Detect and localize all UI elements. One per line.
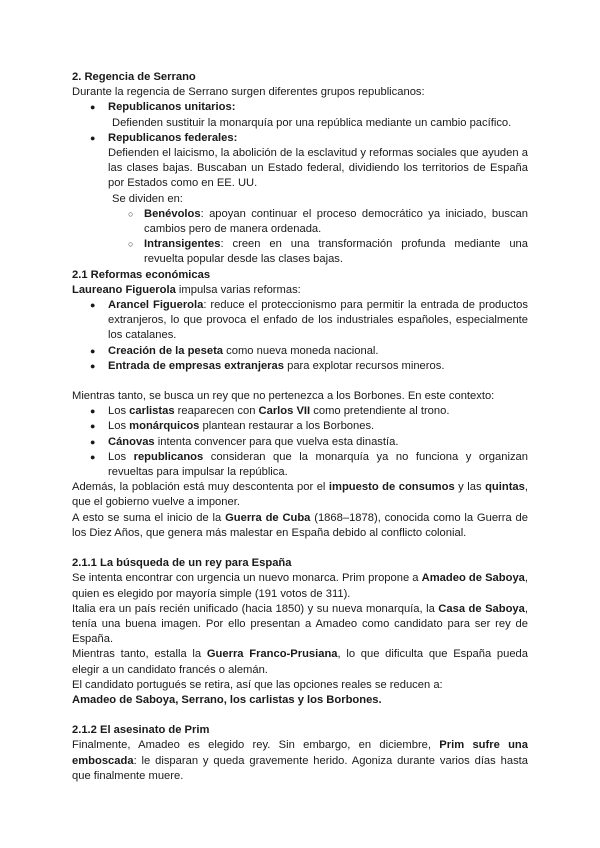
- item-text: intenta convencer para que vuelva esta dinastía.: [154, 435, 399, 448]
- item-text: para explotar recursos mineros.: [284, 359, 445, 372]
- list-item: [108, 435, 528, 450]
- document-page: [72, 70, 528, 784]
- paragraph-text: A esto se suma el inicio de la: [72, 511, 226, 524]
- item-text: plantean restaurar a los Borbones.: [199, 420, 375, 433]
- federal-subgroups-list: [72, 207, 528, 268]
- item-description: Se dividen en:: [112, 192, 183, 205]
- paragraph-text: Italia era un país recién unificado (hacia 1850) y su nueva monarquía, la: [72, 602, 439, 615]
- bold-term: carlistas: [129, 405, 175, 418]
- list-item: [108, 131, 528, 207]
- bold-term: republicanos: [133, 450, 204, 463]
- bold-term: Laureano Figuerola: [72, 283, 176, 296]
- item-text: : apoyan continuar el proceso democrático ya iniciado, buscan cambios pero de manera ordenada.: [144, 207, 528, 236]
- list-item: [144, 237, 528, 267]
- paragraph-text: (1868–1878), conocida como la Guerra de los Diez Años, que genera más malestar en España debido al conflicto colonial.: [72, 511, 528, 539]
- list-item: [108, 419, 528, 434]
- bold-term: Intransigentes: [144, 238, 221, 251]
- paragraph: [72, 480, 528, 510]
- bold-term: Guerra de Cuba: [225, 511, 311, 524]
- item-text: reaparecen con: [174, 405, 259, 418]
- bold-term: impuesto de consumos: [328, 481, 455, 494]
- bold-term: Casa de Saboya: [438, 602, 525, 615]
- item-text: Los: [108, 450, 134, 463]
- item-text: Los: [108, 405, 130, 418]
- bold-term: Republicanos federales:: [108, 131, 238, 144]
- item-description: Defienden sustituir la monarquía por una república mediante un cambio pacífico.: [112, 116, 512, 129]
- paragraph-text: , lo que dificulta que España pueda elegir a un candidato francés o alemán.: [72, 648, 528, 676]
- republican-groups-list: [72, 100, 528, 206]
- heading-busqueda-rey: 2.1.1 La búsqueda de un rey para España: [72, 557, 292, 570]
- item-text: consideran que la monarquía ya no funciona y organizan revueltas para impulsar la república.: [108, 450, 528, 479]
- bold-term: Entrada de empresas extranjeras: [108, 359, 284, 372]
- item-text: : creen en una transformación profunda mediante una revuelta popular desde las clases bajas.: [144, 238, 528, 266]
- bold-term: Arancel Figuerola: [108, 299, 204, 312]
- paragraph-text: , tenía una buena imagen. Por ello presentan a Amadeo como candidato para ser rey de España.: [72, 602, 528, 646]
- item-text: como nueva moneda nacional.: [223, 344, 379, 357]
- list-item: [144, 207, 528, 237]
- paragraph-text: , quien es elegido por mayoría simple (191 votos de 311).: [72, 572, 528, 600]
- paragraph: [72, 511, 528, 541]
- paragraph: [72, 647, 528, 677]
- paragraph-text: Además, la población está muy descontenta por el: [72, 481, 329, 494]
- paragraph: Mientras tanto, se busca un rey que no pertenezca a los Borbones. En este contexto:: [72, 390, 495, 403]
- paragraph: El candidato portugués se retira, así que las opciones reales se reducen a:: [72, 678, 443, 691]
- context-list: [72, 404, 528, 480]
- bold-term: Guerra Franco-Prusiana: [206, 648, 338, 661]
- paragraph: [72, 283, 528, 298]
- item-description: Defienden el laicismo, la abolición de la esclavitud y reformas sociales que ayuden a las clases bajas. Buscaban un Estado federal, dividiendo los territorios de España por Estados como en EE. UU.: [108, 147, 528, 190]
- list-item: [108, 100, 528, 130]
- paragraph-text: y las: [454, 481, 486, 494]
- bold-term: Amadeo de Saboya: [421, 572, 525, 585]
- list-item: [108, 404, 528, 419]
- paragraph: [72, 602, 528, 648]
- paragraph-text: Se intenta encontrar con urgencia un nuevo monarca. Prim propone a: [72, 572, 422, 585]
- list-item: [108, 359, 528, 374]
- paragraph-text: impulsa varias reformas:: [175, 283, 301, 296]
- bold-term: quintas: [485, 481, 525, 494]
- candidates-summary: Amadeo de Saboya, Serrano, los carlistas y los Borbones.: [72, 693, 382, 706]
- item-text: : reduce el proteccionismo para permitir la entrada de productos extranjeros, lo que provoca el enfado de los industriales españoles, especialmente los catalanes.: [108, 299, 528, 342]
- bold-term: Creación de la peseta: [108, 344, 224, 357]
- heading-reformas: 2.1 Reformas económicas: [72, 268, 211, 281]
- list-item: [108, 298, 528, 344]
- heading-regencia: 2. Regencia de Serrano: [72, 71, 196, 83]
- paragraph-text: : le disparan y queda gravemente herido. Agoniza durante varios días hasta que finalmente muere.: [72, 754, 528, 782]
- bold-term: Cánovas: [108, 435, 155, 448]
- bold-term: Carlos VII: [258, 405, 311, 418]
- bold-term: Republicanos unitarios:: [108, 101, 236, 114]
- reforms-list: [72, 298, 528, 374]
- bold-term: Benévolos: [144, 207, 201, 220]
- paragraph: [72, 571, 528, 601]
- list-item: [108, 344, 528, 359]
- item-text: Los: [108, 420, 130, 433]
- paragraph: [72, 738, 528, 784]
- item-text: como pretendiente al trono.: [310, 405, 450, 418]
- paragraph-text: Mientras tanto, estalla la: [72, 648, 207, 661]
- bold-term: Prim sufre una emboscada: [72, 739, 528, 767]
- bold-term: monárquicos: [129, 420, 200, 433]
- paragraph-text: Finalmente, Amadeo es elegido rey. Sin embargo, en diciembre,: [72, 739, 440, 752]
- heading-asesinato-prim: 2.1.2 El asesinato de Prim: [72, 724, 210, 737]
- paragraph: Durante la regencia de Serrano surgen diferentes grupos republicanos:: [72, 86, 425, 99]
- paragraph-text: , que el gobierno vuelve a imponer.: [72, 481, 528, 509]
- list-item: [108, 450, 528, 480]
